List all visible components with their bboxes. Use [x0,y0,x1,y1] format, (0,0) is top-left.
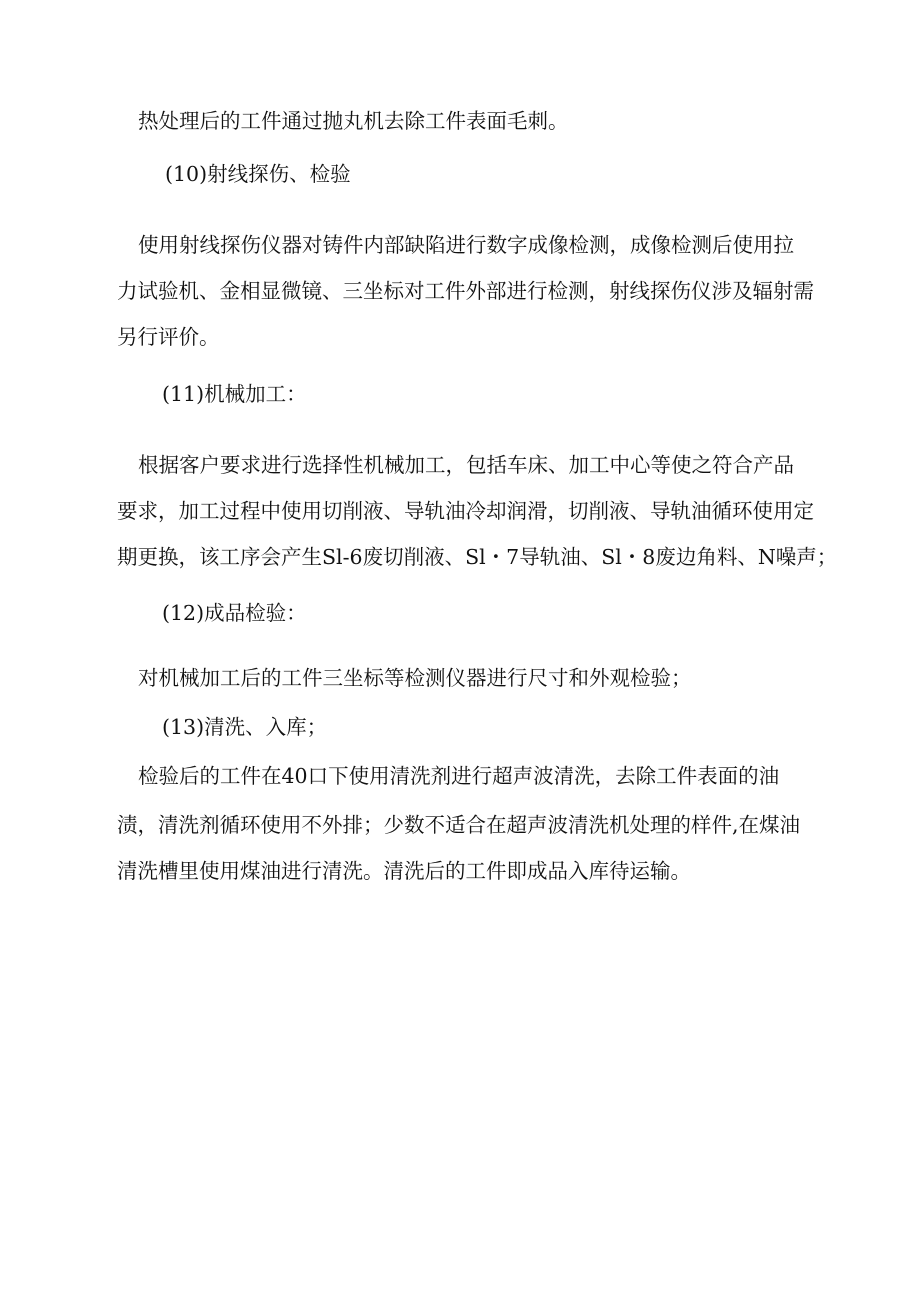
section-heading-10: (10)射线探伤、检验 [165,162,351,186]
paragraph-machining-line-2: 要求，加工过程中使用切削液、导轨油冷却润滑，切削液、导轨油循环使用定 [117,499,814,523]
section-heading-11: (11)机械加工： [162,382,307,406]
paragraph-machining-line-1: 根据客户要求进行选择性机械加工，包括车床、加工中心等使之符合产品 [138,453,794,477]
paragraph-machining-line-3: 期更换，该工序会产生Sl-6废切削液、Sl・7导轨油、Sl・8废边角料、N噪声； [117,545,838,569]
paragraph-inspection-line-1: 对机械加工后的工件三坐标等检测仪器进行尺寸和外观检验； [138,666,692,690]
paragraph-cleaning-line-2: 渍，清洗剂循环使用不外排；少数不适合在超声波清洗机处理的样件,在煤油 [117,813,801,837]
paragraph-radiographic-line-3: 另行评价。 [117,325,220,349]
paragraph-cleaning-line-3: 清洗槽里使用煤油进行清洗。清洗后的工件即成品入库待运输。 [117,859,691,883]
section-heading-12: (12)成品检验： [162,601,307,625]
paragraph-cleaning-line-1: 检验后的工件在40口下使用清洗剂进行超声波清洗，去除工件表面的油 [138,764,780,788]
paragraph-heat-treatment-line-1: 热处理后的工件通过抛丸机去除工件表面毛刺。 [138,109,569,133]
paragraph-radiographic-line-1: 使用射线探伤仪器对铸件内部缺陷进行数字成像检测，成像检测后使用拉 [138,233,794,257]
section-heading-13: (13)清洗、入库； [162,715,328,739]
paragraph-radiographic-line-2: 力试验机、金相显微镜、三坐标对工件外部进行检测，射线探伤仪涉及辐射需 [117,279,814,303]
